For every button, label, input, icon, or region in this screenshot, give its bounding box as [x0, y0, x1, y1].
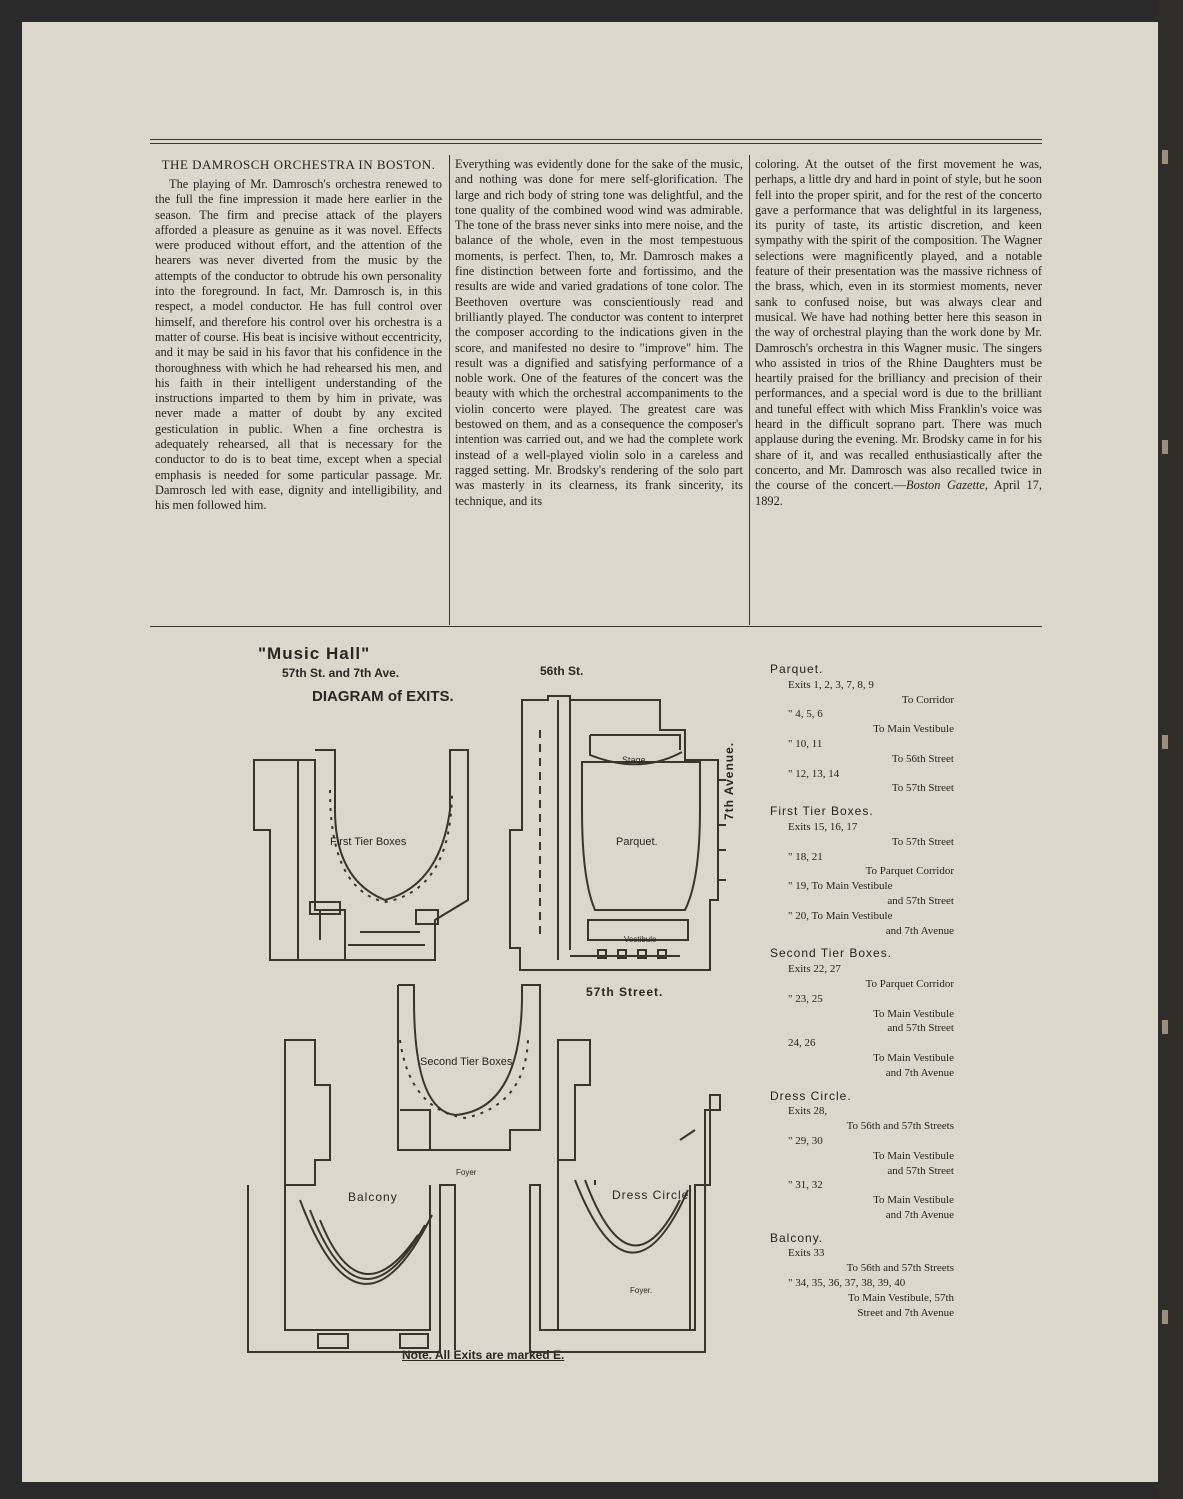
article-text: Everything was evidently done for the sake of the music, and nothing was done for mere self-glorification. The large and rich body of string tone was delightful, and the tone quality of the combined wood wind was admirable. The tone of the brass never sinks into mere noise, and the balance of the whole, even in the most tempestuous moments, is perfect. Then, to, Mr. Damrosch makes a fine distinction between forte and fortissimo, and the results are wide and varied gradations of tone color. The Beethoven overture was conscientiously read and brilliantly played. The conductor was content to interpret the composer according to the indications given in the score, and manifested no desire to "improve" him. The result was a dignified and satisfying performance of a noble work. One of the features of the concert was the beauty with which the orchestral accompaniments to the violin concerto were played. The greatest care was bestowed on them, and as a consequence the composer's intention was carried out, and we had the complete work instead of a well-played violin solo in a careless and ragged setting. Mr. Brodsky's rendering of the solo part was masterly in its clearness, its frank sincerity, its technique, and its — [455, 157, 743, 508]
legend-destination: To Main Vestibule — [873, 723, 954, 736]
label-balcony: Balcony — [348, 1190, 398, 1204]
label-vestibule: Vestibule — [624, 935, 657, 944]
top-rule — [150, 143, 1042, 144]
legend-destination: and 7th Avenue — [885, 1066, 954, 1079]
edge-tab — [1162, 1310, 1168, 1324]
legend-destination: and 7th Avenue — [885, 924, 954, 937]
legend-destination: To Parquet Corridor — [865, 977, 954, 990]
parquet-plan — [510, 696, 726, 970]
legend-section-title: Dress Circle. — [770, 1088, 852, 1103]
legend-exits: Exits 22, 27 — [788, 963, 841, 976]
legend-destination: To Main Vestibule — [873, 1051, 954, 1064]
article-source: Boston Gazette, — [906, 478, 988, 493]
diagram-heading: DIAGRAM of EXITS. — [312, 688, 454, 705]
legend-exits: " 34, 35, 36, 37, 38, 39, 40 — [788, 1277, 906, 1290]
legend-destination: To 56th and 57th Streets — [846, 1262, 954, 1275]
avenue-7th: 7th Avenue. — [722, 741, 736, 820]
legend-destination: To Main Vestibule — [873, 1149, 954, 1162]
legend-destination: and 7th Avenue — [885, 1208, 954, 1221]
edge-tab — [1162, 440, 1168, 454]
legend-destination: To 56th Street — [891, 752, 954, 765]
exits-legend — [770, 654, 960, 1320]
label-foyer: Foyer — [456, 1168, 477, 1177]
article-text — [755, 157, 1042, 509]
legend-destination: To Parquet Corridor — [865, 865, 954, 878]
legend-destination: To 57th Street — [891, 835, 954, 848]
column-divider — [449, 155, 450, 625]
legend-destination: To 57th Street — [891, 782, 954, 795]
legend-destination: and 57th Street — [887, 1022, 954, 1035]
label-second-tier: Second Tier Boxes — [420, 1056, 513, 1068]
bottom-rule — [150, 626, 1042, 627]
diagram-note: Note. All Exits are marked E. — [402, 1348, 565, 1362]
edge-tab — [1162, 735, 1168, 749]
legend-exits: " 19, To Main Vestibule — [788, 880, 893, 893]
legend-exits: 24, 26 — [788, 1037, 816, 1050]
page-edge — [1158, 0, 1183, 1499]
article-date: April 17, 1892. — [755, 478, 1042, 508]
legend-exits: Exits 15, 16, 17 — [788, 820, 858, 833]
legend-section-title: First Tier Boxes. — [770, 804, 874, 819]
column-divider — [749, 155, 750, 625]
article-column-2 — [455, 157, 743, 509]
diagram-subtitle: 57th St. and 7th Ave. — [282, 666, 400, 680]
label-parquet: Parquet. — [616, 836, 658, 848]
legend-section-title: Second Tier Boxes. — [770, 946, 893, 961]
legend-destination: To Main Vestibule, 57th — [848, 1291, 954, 1304]
street-57th: 57th Street. — [586, 985, 664, 999]
legend-destination: and 57th Street — [887, 1164, 954, 1177]
article-title: THE DAMROSCH ORCHESTRA IN BOSTON. — [161, 157, 436, 172]
legend-destination: and 57th Street — [887, 894, 954, 907]
legend-exits: " 23, 25 — [788, 992, 823, 1005]
label-stage: Stage. — [622, 755, 649, 765]
legend-exits: " 10, 11 — [788, 737, 823, 750]
article-text: The playing of Mr. Damrosch's orchestra renewed to the full the fine impression it made here earlier in the season. The firm and precise attack of the players afforded a pleasure as genuine as it was novel. Effects were produced without effort, and the attention of the hearers was never diverted from the music by the attempts of the conductor to obtrude his own personality into the foreground. In fact, Mr. Damrosch is, in this respect, a model conductor. He has full control over himself, and therefore his control over his orchestra is a matter of course. His beat is incisive without eccentricity, and it may be said in his favor that his confidence in the thoroughness with which he had rehearsed his men, and his faith in their intelligent understanding of the instructions imparted to them by him in private, was never made a matter of doubt by any excited gesticulation in public. When a fine orchestra is adequately rehearsed, all that is necessary for the conductor to do is to beat time, except when a special emphasis is needed for some particular passage. Mr. Damrosch led with ease, dignity and intelligibility, and his men followed him. — [155, 177, 442, 513]
article-column-3 — [755, 157, 1042, 509]
legend-exits: " 20, To Main Vestibule — [788, 909, 893, 922]
legend-exits: Exits 33 — [788, 1247, 825, 1260]
edge-tab — [1162, 150, 1168, 164]
legend-destination: To 56th and 57th Streets — [846, 1120, 954, 1133]
legend-exits: " 29, 30 — [788, 1134, 823, 1147]
legend-section-title: Balcony. — [770, 1230, 824, 1245]
legend-exits: " 31, 32 — [788, 1179, 823, 1192]
legend-destination: Street and 7th Avenue — [857, 1306, 954, 1319]
legend-destination: To Main Vestibule — [873, 1007, 954, 1020]
exit-diagram — [240, 640, 750, 1380]
label-foyer-2: Foyer. — [630, 1286, 653, 1295]
legend-exits: " 12, 13, 14 — [788, 767, 840, 780]
diagram-title: "Music Hall" — [258, 644, 371, 663]
legend-exits: Exits 28, — [788, 1105, 828, 1118]
legend-destination: To Main Vestibule — [873, 1194, 954, 1207]
legend-section-title: Parquet. — [770, 662, 824, 676]
street-56th: 56th St. — [540, 664, 584, 678]
first-tier-plan — [254, 750, 468, 960]
label-dress-circle: Dress Circle — [612, 1188, 690, 1202]
legend-exits: " 4, 5, 6 — [788, 708, 823, 721]
legend-exits: Exits 1, 2, 3, 7, 8, 9 — [788, 678, 874, 691]
article-column-1 — [155, 157, 442, 514]
edge-tab — [1162, 1020, 1168, 1034]
top-rule — [150, 139, 1042, 140]
legend-exits: " 18, 21 — [788, 850, 823, 863]
article-text-3: coloring. At the outset of the first movement he was, perhaps, a little dry and hard in point of style, but he soon fell into the proper spirit, and for the rest of the concerto gave a performance that was delightful in its largeness, its purity of taste, its artistic discretion, and keen sympathy with the spirit of the composition. The Wagner selections were magnificently played, and a notable feature of their presentation was the massive richness of the brass, which, even in its stormiest moments, never sank to confused noise, but was always clear and musical. We have had nothing better here this season in the way of orchestral playing than the work done by Mr. Damrosch's orchestra in this Wagner music. The singers who assisted in trios of the Rhine Daughters must be heartily praised for the brilliancy and precision of their performances, and a special word is due to the brilliant and tuneful effect with which Miss Franklin's voice was heard in the difficult soprano part. There was much applause during the evening. Mr. Brodsky came in for his share of it, and was recalled enthusiastically after the concerto, and Mr. Damrosch was also recalled twice in the course of the concert.— — [755, 157, 1042, 493]
legend-destination: To Corridor — [901, 693, 954, 706]
label-first-tier: First Tier Boxes — [330, 836, 407, 848]
